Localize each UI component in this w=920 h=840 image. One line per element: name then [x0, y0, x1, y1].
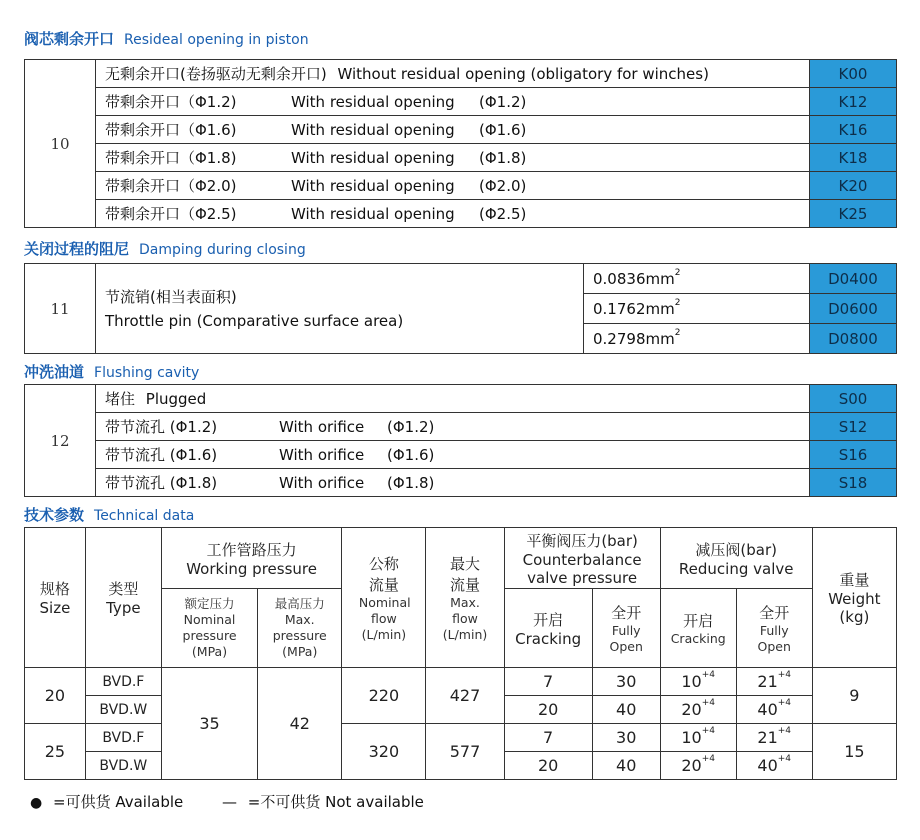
section-title-cn: 冲洗油道	[24, 363, 85, 381]
section-title-residual-opening	[24, 28, 309, 49]
nominal-flow-cell: 220	[342, 668, 426, 724]
cb-open-cell: 40	[592, 696, 660, 724]
option-code: D0800	[810, 324, 897, 354]
rv-cracking-cell	[660, 752, 736, 780]
option-description	[96, 116, 810, 144]
header-cn: 工作管路压力	[206, 540, 297, 559]
size-cell: 25	[25, 724, 86, 780]
header-cn: 最大流量	[450, 554, 481, 594]
option-code: S18	[810, 469, 897, 497]
header-cn: 规格	[39, 580, 70, 598]
option-number: 12	[25, 385, 96, 497]
tolerance: +4	[777, 670, 792, 680]
desc-diameter: (Φ1.6)	[479, 121, 527, 139]
cb-cracking-cell: 7	[504, 724, 592, 752]
option-number: 10	[25, 60, 96, 228]
legend	[30, 791, 424, 812]
header-en: Cracking	[670, 630, 726, 646]
desc-en: With residual opening	[291, 93, 455, 111]
value-number: 0.0836	[593, 269, 646, 288]
option-number: 11	[25, 264, 96, 354]
desc-cn: 堵住	[105, 390, 136, 408]
option-description	[96, 413, 810, 441]
header-max-pressure	[258, 589, 342, 668]
cb-open-cell: 40	[592, 752, 660, 780]
header-rated-pressure	[161, 589, 257, 668]
tolerance: +4	[777, 754, 792, 764]
header-cn: 公称流量	[368, 554, 399, 594]
header-unit: (kg)	[839, 608, 870, 626]
value: 20	[681, 756, 702, 775]
desc-diameter: (Φ2.5)	[479, 205, 527, 223]
section-title-cn: 阀芯剩余开口	[24, 30, 115, 48]
max-flow-cell: 427	[426, 668, 504, 724]
header-cn: 额定压力	[184, 596, 235, 611]
header-cn: 全开	[611, 603, 642, 622]
nominal-flow-cell: 320	[342, 724, 426, 780]
desc-diameter: (Φ2.0)	[479, 177, 527, 195]
header-en: Fully Open	[609, 622, 643, 654]
header-cn: 平衡阀压力(bar)	[526, 531, 638, 550]
option-code: K00	[810, 60, 897, 88]
table-row	[25, 724, 897, 752]
header-en: Nominal pressure	[182, 612, 237, 643]
header-rv-fully-open	[736, 589, 812, 668]
option-code: S12	[810, 413, 897, 441]
header-cn: 开启	[533, 610, 564, 629]
desc-cn: 带剩余开口（Φ1.6)	[105, 121, 237, 139]
desc-en: With residual opening	[291, 177, 455, 195]
desc-en: Throttle pin (Comparative surface area)	[105, 311, 404, 330]
option-code: K18	[810, 144, 897, 172]
value: 10	[681, 728, 702, 747]
desc-en: Without residual opening (obligatory for winches)	[337, 65, 709, 83]
size-cell: 20	[25, 668, 86, 724]
technical-data-table	[24, 527, 897, 780]
desc-en: With residual opening	[291, 205, 455, 223]
tolerance: +4	[701, 754, 715, 764]
option-code: D0600	[810, 294, 897, 324]
desc-cn: 无剩余开口(卷扬驱动无剩余开口)	[105, 65, 327, 83]
header-unit: (MPa)	[191, 644, 228, 659]
tolerance: +4	[701, 670, 715, 680]
header-weight	[812, 528, 896, 668]
option-description	[96, 88, 810, 116]
desc-diameter: (Φ1.8)	[479, 149, 527, 167]
desc-en: With orifice	[279, 446, 365, 464]
section-title-damping	[24, 238, 306, 259]
table-row	[25, 200, 897, 228]
desc-cn: 带节流孔 (Φ1.8)	[105, 474, 218, 492]
header-en: Size	[39, 599, 71, 617]
desc-diameter: (Φ1.2)	[387, 418, 435, 436]
option-code: K20	[810, 172, 897, 200]
table-row	[25, 172, 897, 200]
flushing-table	[24, 384, 897, 497]
type-cell: BVD.F	[85, 724, 161, 752]
value-number: 0.1762	[593, 299, 646, 318]
desc-en: With orifice	[279, 418, 365, 436]
available-bullet-icon: ●	[30, 795, 43, 811]
cb-open-cell: 30	[592, 724, 660, 752]
header-en: Working pressure	[186, 559, 317, 578]
desc-cn: 带节流孔 (Φ1.6)	[105, 446, 218, 464]
rv-open-cell	[736, 696, 812, 724]
desc-cn: 带剩余开口（Φ1.8)	[105, 149, 237, 167]
tolerance: +4	[701, 698, 715, 708]
section-title-cn: 技术参数	[24, 506, 85, 524]
table-row	[25, 668, 897, 696]
section-title-en: Flushing cavity	[94, 365, 200, 381]
tolerance: +4	[777, 726, 792, 736]
table-row	[25, 60, 897, 88]
option-code: S16	[810, 441, 897, 469]
option-description	[96, 144, 810, 172]
header-cn: 重量	[839, 571, 870, 589]
desc-cn: 带剩余开口（Φ2.0)	[105, 177, 237, 195]
desc-cn: 节流销(相当表面积)	[105, 287, 237, 306]
header-unit: (L/min)	[442, 626, 488, 642]
header-cn: 开启	[683, 611, 714, 630]
header-cn: 最高压力	[274, 596, 325, 611]
header-size	[25, 528, 86, 668]
value: 40	[757, 756, 778, 775]
header-en: Reducing valve	[678, 559, 794, 578]
not-available-dash-icon: —	[222, 793, 238, 811]
value: 21	[757, 672, 778, 691]
header-type	[85, 528, 161, 668]
header-en: Nominal flow	[358, 594, 411, 626]
table-row	[25, 469, 897, 497]
option-description	[96, 264, 584, 354]
value-unit: mm	[645, 329, 675, 348]
desc-cn: 带剩余开口（Φ1.2)	[105, 93, 237, 111]
option-description	[96, 60, 810, 88]
cb-cracking-cell: 7	[504, 668, 592, 696]
desc-diameter: (Φ1.8)	[387, 474, 435, 492]
table-row	[25, 413, 897, 441]
type-cell: BVD.F	[85, 668, 161, 696]
type-cell: BVD.W	[85, 752, 161, 780]
cb-cracking-cell: 20	[504, 752, 592, 780]
value-unit-sup: 2	[674, 327, 681, 338]
option-description	[96, 200, 810, 228]
option-code: K16	[810, 116, 897, 144]
header-cb-cracking	[504, 589, 592, 668]
option-description	[96, 172, 810, 200]
rv-cracking-cell	[660, 724, 736, 752]
table-row	[25, 88, 897, 116]
rv-open-cell	[736, 752, 812, 780]
value-unit-sup: 2	[674, 297, 681, 308]
header-counterbalance	[504, 528, 660, 589]
value: 20	[681, 700, 702, 719]
table-row	[25, 144, 897, 172]
rated-pressure-cell: 35	[161, 668, 257, 780]
max-flow-cell: 577	[426, 724, 504, 780]
value-unit: mm	[645, 269, 675, 288]
section-title-en: Resideal opening in piston	[124, 32, 309, 48]
surface-area-value	[584, 294, 810, 324]
value-unit-sup: 2	[674, 267, 681, 278]
header-max-flow	[426, 528, 504, 668]
section-title-cn: 关闭过程的阻尼	[24, 240, 130, 258]
option-description	[96, 469, 810, 497]
tolerance: +4	[701, 726, 715, 736]
section-title-en: Damping during closing	[139, 242, 306, 258]
rv-cracking-cell	[660, 668, 736, 696]
header-working-pressure	[161, 528, 341, 589]
value-number: 0.2798	[593, 329, 646, 348]
desc-diameter: (Φ1.6)	[387, 446, 435, 464]
value: 40	[757, 700, 778, 719]
option-code: S00	[810, 385, 897, 413]
option-description	[96, 441, 810, 469]
cb-open-cell: 30	[592, 668, 660, 696]
desc-en: With orifice	[279, 474, 365, 492]
residual-opening-table	[24, 59, 897, 228]
header-en: Cracking	[515, 629, 582, 648]
surface-area-value	[584, 264, 810, 294]
rv-cracking-cell	[660, 696, 736, 724]
header-en: Fully Open	[757, 622, 791, 654]
header-row	[25, 528, 897, 589]
tolerance: +4	[777, 698, 792, 708]
damping-table	[24, 263, 897, 354]
type-cell: BVD.W	[85, 696, 161, 724]
rv-open-cell	[736, 668, 812, 696]
desc-en: Plugged	[145, 390, 207, 408]
header-en: Counterbalance valve pressure	[522, 550, 642, 587]
table-row	[25, 264, 897, 294]
header-unit: (MPa)	[282, 644, 318, 659]
option-code: D0400	[810, 264, 897, 294]
section-title-technical	[24, 504, 194, 525]
legend-not-available-text: =不可供货 Not available	[247, 793, 424, 811]
section-title-en: Technical data	[94, 508, 195, 524]
header-reducing-valve	[660, 528, 812, 589]
cb-cracking-cell: 20	[504, 696, 592, 724]
header-cn: 减压阀(bar)	[695, 540, 777, 559]
value: 21	[757, 728, 778, 747]
header-cb-fully-open	[592, 589, 660, 668]
desc-en: With residual opening	[291, 121, 455, 139]
desc-en: With residual opening	[291, 149, 455, 167]
table-row	[25, 385, 897, 413]
max-pressure-cell: 42	[258, 668, 342, 780]
legend-available-text: =可供货 Available	[53, 793, 184, 811]
desc-cn: 带剩余开口（Φ2.5)	[105, 205, 237, 223]
surface-area-value	[584, 324, 810, 354]
header-cn: 全开	[759, 603, 790, 622]
header-en: Type	[106, 599, 141, 617]
header-nominal-flow	[342, 528, 426, 668]
section-title-flushing	[24, 361, 199, 382]
header-en: Max. pressure	[272, 612, 327, 643]
option-description	[96, 385, 810, 413]
option-code: K12	[810, 88, 897, 116]
option-code: K25	[810, 200, 897, 228]
header-rv-cracking	[660, 589, 736, 668]
rv-open-cell	[736, 724, 812, 752]
table-row	[25, 116, 897, 144]
header-en: Weight	[828, 590, 881, 608]
header-cn: 类型	[108, 580, 139, 598]
value: 10	[681, 672, 702, 691]
weight-cell: 15	[812, 724, 896, 780]
table-row	[25, 441, 897, 469]
desc-diameter: (Φ1.2)	[479, 93, 527, 111]
header-en: Max. flow	[450, 594, 480, 626]
value-unit: mm	[645, 299, 675, 318]
header-unit: (L/min)	[361, 626, 407, 642]
desc-cn: 带节流孔 (Φ1.2)	[105, 418, 218, 436]
weight-cell: 9	[812, 668, 896, 724]
